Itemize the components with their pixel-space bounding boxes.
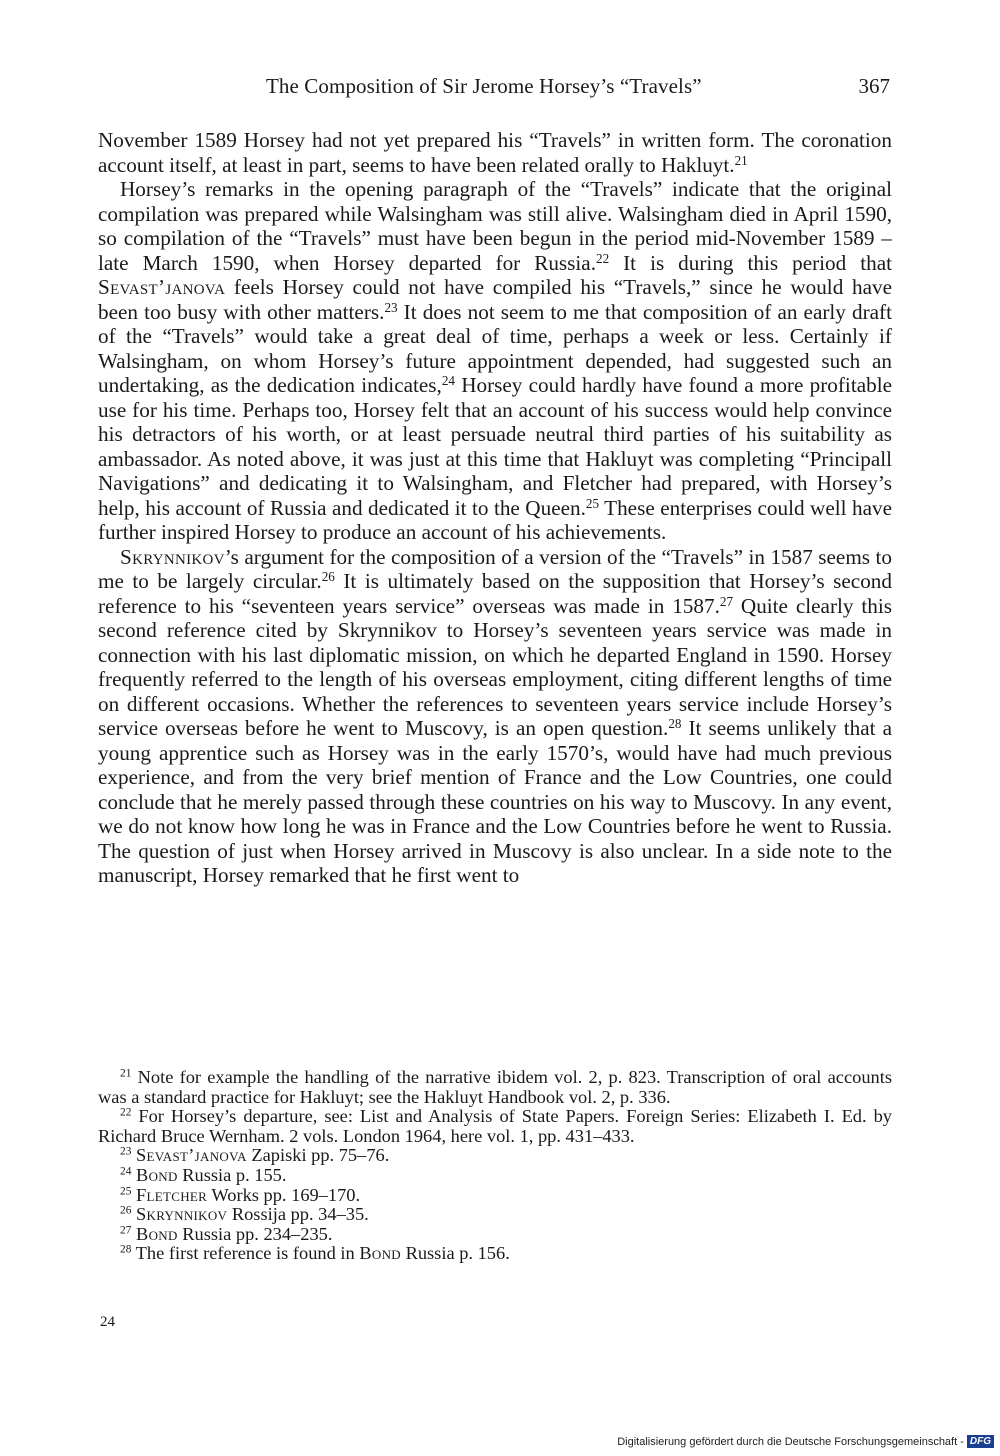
- footnote-text: The first reference is found in: [131, 1243, 360, 1264]
- text-run: Horsey’s remarks in the opening paragraph of the “Travels” indicate that the original compilation was prepared while Walsingham was still alive. Walsingham died in April 1590, so compilation of the “Travels” must have been begun in the period mid-November 1589 – late March 1590, when Horsey departed for Russia.: [98, 177, 892, 275]
- text-run: feels Horsey could not have compiled his “Travels,” since he would have been too busy with other matters.: [98, 275, 892, 324]
- footnote-ref-21: 21: [734, 152, 748, 168]
- running-title: The Composition of Sir Jerome Horsey’s “Travels”: [266, 74, 702, 98]
- footnote-number: 26: [120, 1204, 132, 1217]
- text-run: It does not seem to me that composition of an early draft of the “Travels” would take a great deal of time, perhaps a week or less. Certainly if Walsingham, on whom Horsey’s future appointment depended, had suggested such an undertaking, as the dedication indicates,: [98, 299, 892, 397]
- footnote-text: Note for example the handling of the narrative ibidem vol. 2, p. 823. Transcription of oral accounts was a standard practice for Hakluyt; see the Hakluyt Handbook vol. 2, p. 336.: [98, 1067, 892, 1107]
- footnote-ref-25: 25: [585, 495, 600, 511]
- footnote-25: [98, 1186, 892, 1206]
- signature-mark: 24: [100, 1314, 115, 1330]
- text-run: Horsey could hardly have found a more profitable use for his time. Perhaps too, Horsey felt that an account of his success would help convince his detractors of his worth, or at least persuade neutral third parties of his suitability as ambassador. As noted above, it was just at this time that Hakluyt was completing “Principall Navigations” and dedicating it to Walsingham, and Fletcher had prepared, with Horsey’s help, his account of Russia and dedicated it to the Queen.: [98, 373, 892, 520]
- text-run: It is ultimately based on the supposition that Horsey’s second reference to his “seventeen years service” overseas was made in 1587.: [98, 569, 892, 618]
- credit-text: Digitalisierung gefördert durch die Deutsche Forschungsgemeinschaft -: [617, 1435, 964, 1448]
- footnote-26: [98, 1205, 892, 1225]
- text-run: November 1589 Horsey had not yet prepared his “Travels” in written form. The coronation account itself, at least in part, seems to have been related orally to Hakluyt.: [98, 128, 892, 177]
- page-number: 367: [858, 74, 890, 98]
- footnote-ref-26: 26: [321, 568, 335, 584]
- footnote-author: Sevast’janova: [136, 1145, 247, 1166]
- text-run: It seems unlikely that a young apprentice such as Horsey was in the early 1570’s, would have had much previous experience, and from the very brief mention of France and the Low Countries, one could conclude that he merely passed through these countries on his way to Muscovy. In any event, we do not know how long he was in France and the Low Countries before he went to Russia. The question of just when Horsey arrived in Muscovy is also unclear. In a side note to the manuscript, Horsey remarked that he first went to: [98, 716, 892, 887]
- footnote-number: 23: [120, 1146, 132, 1159]
- footnote-ref-27: 27: [719, 593, 733, 609]
- paragraph-1: [98, 128, 892, 177]
- body-text: [98, 128, 892, 888]
- text-run: These enterprises could well have further inspired Horsey to produce an account of his achievements.: [98, 495, 892, 544]
- text-run: It is during this period that: [609, 250, 892, 275]
- footnote-number: 28: [120, 1244, 132, 1257]
- footnote-author: Skrynnikov: [136, 1204, 228, 1225]
- footnote-text: Russia p. 156.: [400, 1243, 510, 1264]
- digitization-credit: [617, 1435, 994, 1448]
- footnote-author: Bond: [136, 1164, 178, 1185]
- footnote-text: Works pp. 169–170.: [207, 1184, 361, 1205]
- text-run: Quite clearly this second reference cited by Skrynnikov to Horsey’s seventeen years service was made in connection with his last diplomatic mission, on which he departed England in 1590. Horsey frequently referred to the length of his overseas employment, citing different lengths of time on different occasions. Whether the references to seventeen years service include Horsey’s service overseas before he went to Muscovy, is an open question.: [98, 593, 892, 740]
- footnote-ref-28: 28: [668, 715, 682, 731]
- footnote-ref-24: 24: [441, 372, 455, 388]
- running-head: [98, 74, 890, 100]
- footnote-27: [98, 1225, 892, 1245]
- footnote-number: 21: [120, 1067, 132, 1080]
- paragraph-3: [98, 545, 892, 888]
- footnote-number: 25: [120, 1185, 132, 1198]
- footnote-number: 27: [120, 1224, 132, 1237]
- footnote-22: [98, 1107, 892, 1146]
- footnote-text: Russia pp. 234–235.: [177, 1223, 333, 1244]
- footnote-author: Bond: [136, 1223, 178, 1244]
- dfg-logo: DFG: [967, 1435, 994, 1448]
- footnote-28: [98, 1244, 892, 1264]
- footnote-text: Russia p. 155.: [177, 1164, 287, 1185]
- footnote-ref-22: 22: [596, 250, 610, 266]
- footnotes: [98, 1068, 892, 1264]
- author-name-skrynnikov: Skrynnikov: [120, 544, 225, 569]
- footnote-text: Rossija pp. 34–35.: [227, 1204, 369, 1225]
- footnote-ref-23: 23: [384, 299, 398, 315]
- footnote-23: [98, 1146, 892, 1166]
- footnote-text: Zapiski pp. 75–76.: [246, 1145, 390, 1166]
- text-run: ’s argument for the composition of a version of the “Travels” in 1587 seems to me to be largely circular.: [98, 544, 892, 593]
- paragraph-2: [98, 177, 892, 545]
- footnote-text: For Horsey’s departure, see: List and Analysis of State Papers. Foreign Series: Elizabeth I. Ed. by Richard Bruce Wernham. 2 vols. London 1964, here vol. 1, pp. 431–433.: [98, 1106, 892, 1146]
- footnote-author: Bond: [359, 1243, 401, 1264]
- author-name-sevastjanova: Sevast’janova: [98, 275, 226, 299]
- footnote-author: Fletcher: [136, 1184, 208, 1205]
- footnote-21: [98, 1068, 892, 1107]
- footnote-number: 22: [120, 1106, 132, 1119]
- footnote-24: [98, 1166, 892, 1186]
- footnote-number: 24: [120, 1165, 132, 1178]
